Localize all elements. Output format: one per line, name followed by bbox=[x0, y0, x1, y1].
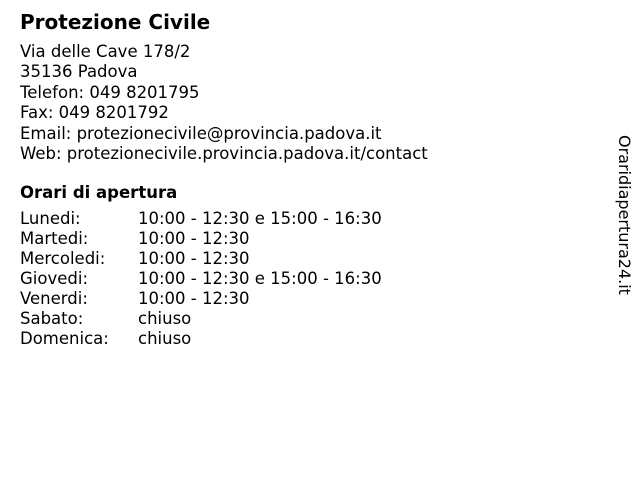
time-value: chiuso bbox=[138, 329, 192, 349]
time-value: 10:00 - 12:30 e 15:00 - 16:30 bbox=[138, 209, 382, 229]
business-card bbox=[20, 10, 580, 349]
day-label: Martedi: bbox=[20, 229, 89, 249]
time-value: 10:00 - 12:30 bbox=[138, 249, 250, 269]
hours-row-friday bbox=[20, 289, 580, 309]
time-value: 10:00 - 12:30 bbox=[138, 229, 250, 249]
watermark bbox=[609, 135, 639, 315]
day-label: Sabato: bbox=[20, 309, 84, 329]
watermark-text: Oraridiapertura24.it bbox=[615, 135, 634, 295]
address-block bbox=[20, 42, 580, 164]
street-address: Via delle Cave 178/2 bbox=[20, 42, 191, 61]
city-address: 35136 Padova bbox=[20, 62, 138, 82]
phone-number: Telefon: 049 8201795 bbox=[20, 82, 200, 102]
day-label: Giovedi: bbox=[20, 269, 88, 289]
fax-number: Fax: 049 8201792 bbox=[20, 103, 169, 123]
day-label: Venerdi: bbox=[20, 289, 88, 309]
hours-row-sunday bbox=[20, 329, 580, 349]
day-label: Mercoledi: bbox=[20, 249, 106, 269]
day-label: Domenica: bbox=[20, 329, 109, 349]
time-value: 10:00 - 12:30 bbox=[138, 289, 250, 309]
hours-row-saturday bbox=[20, 309, 580, 329]
time-value: chiuso bbox=[138, 309, 192, 329]
website-address: Web: protezionecivile.provincia.padova.it/contact bbox=[20, 144, 428, 164]
business-title: Protezione Civile bbox=[20, 10, 211, 34]
opening-hours-title: Orari di apertura bbox=[20, 183, 178, 203]
hours-row-wednesday bbox=[20, 249, 580, 269]
hours-row-tuesday bbox=[20, 229, 580, 249]
day-label: Lunedi: bbox=[20, 209, 81, 229]
hours-row-monday bbox=[20, 209, 580, 229]
hours-row-thursday bbox=[20, 269, 580, 289]
email-address: Email: protezionecivile@provincia.padova.it bbox=[20, 123, 382, 143]
opening-hours-table bbox=[20, 209, 580, 349]
time-value: 10:00 - 12:30 e 15:00 - 16:30 bbox=[138, 269, 382, 289]
